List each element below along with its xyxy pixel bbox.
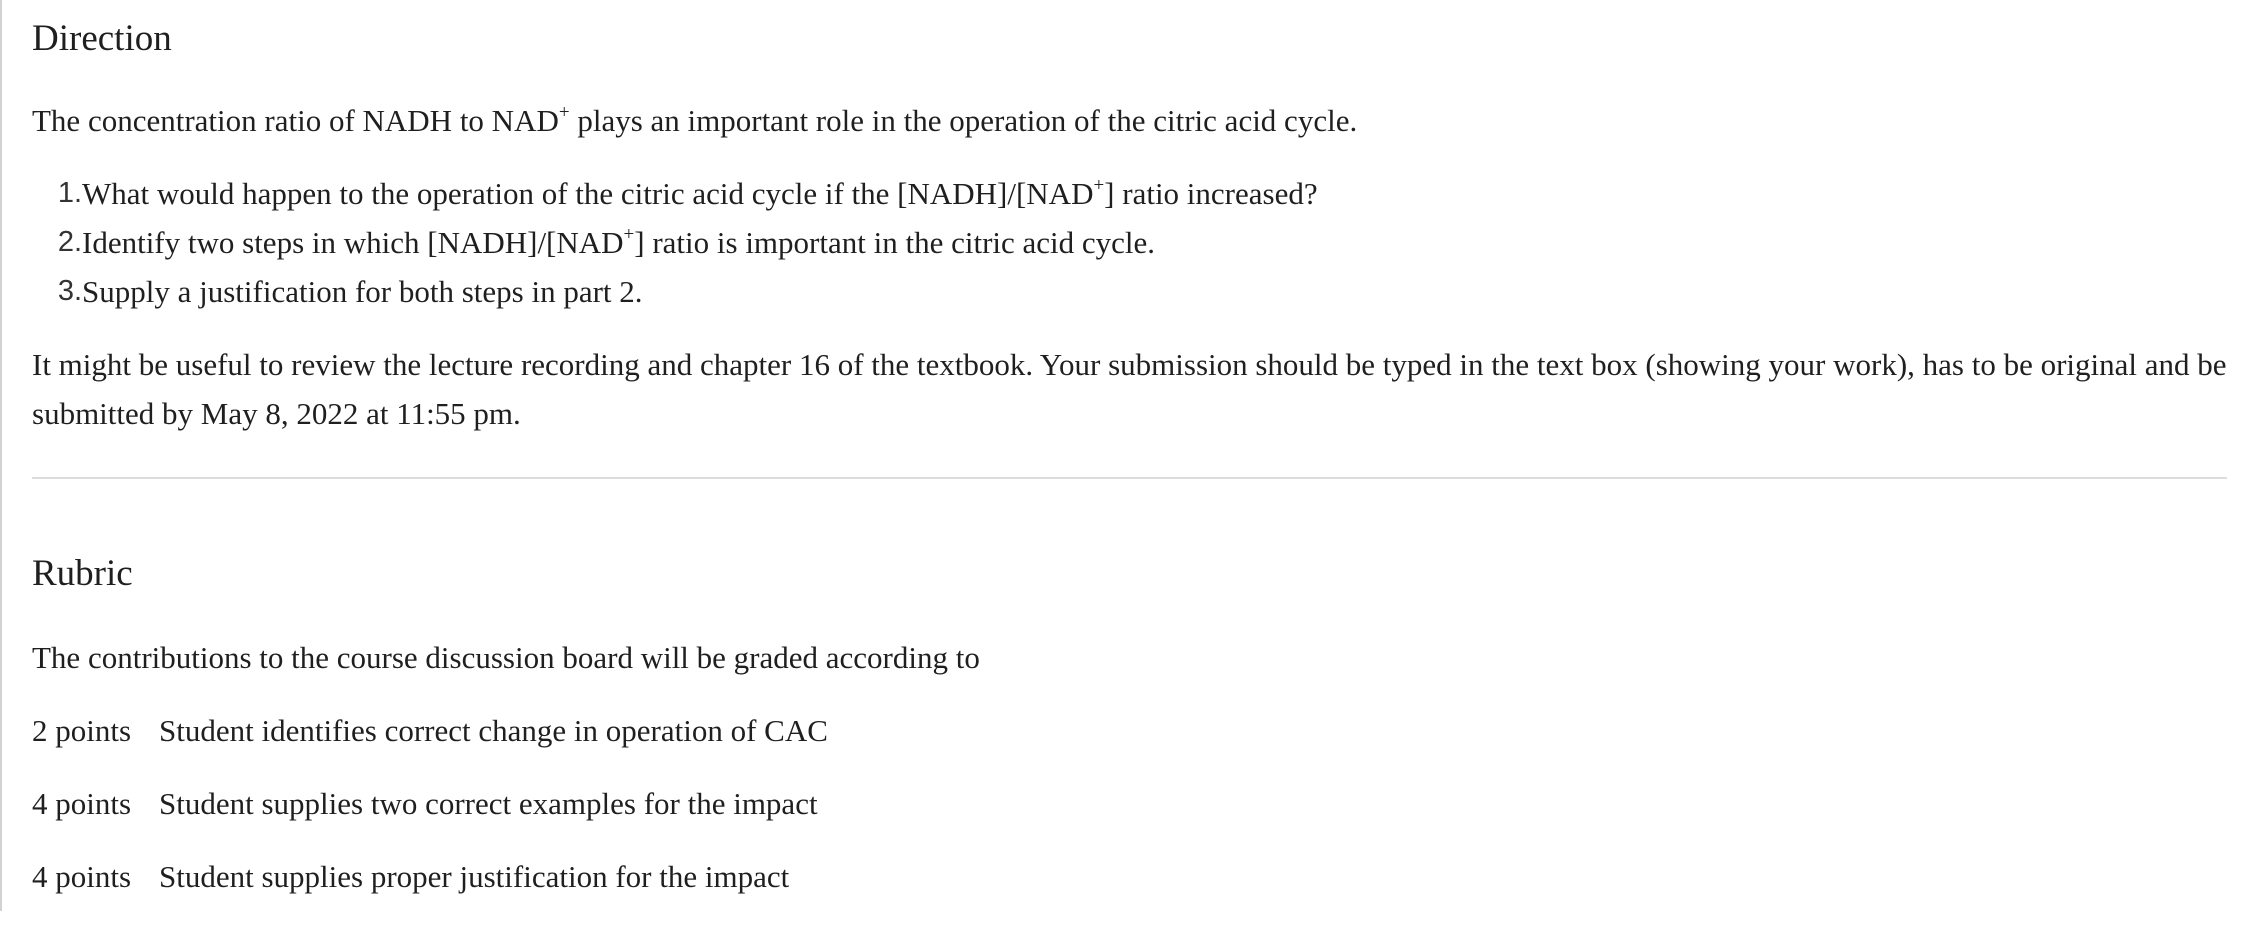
table-row <box>32 706 828 779</box>
section-divider <box>32 477 2227 479</box>
rubric-points: 4 points <box>32 859 132 894</box>
list-item <box>32 169 1318 218</box>
question-text <box>82 169 1318 218</box>
rubric-criterion: Student supplies proper justification for the impact <box>159 859 790 894</box>
table-row <box>32 779 828 852</box>
question-superscript: + <box>1093 174 1105 196</box>
question-text-before: What would happen to the operation of the citric acid cycle if the [NADH]/[NAD <box>82 176 1094 211</box>
question-number: 2. <box>57 226 82 258</box>
table-row <box>32 852 828 925</box>
question-text-after: ] ratio increased? <box>1104 176 1318 211</box>
intro-text-before: The concentration ratio of NADH to NAD <box>32 103 559 138</box>
question-list <box>32 169 1318 316</box>
rubric-intro: The contributions to the course discussion board will be graded according to <box>32 640 980 675</box>
question-number: 3. <box>57 275 82 307</box>
question-text <box>82 218 1155 267</box>
rubric-points: 4 points <box>32 786 132 821</box>
direction-closing: It might be useful to review the lecture recording and chapter 16 of the textbook. Your submission should be typed in the text box (showing your work), has to be original and be submitted by May 8, 2022 at 11:55 pm. <box>32 347 2227 431</box>
list-item <box>32 267 1318 316</box>
rubric-heading: Rubric <box>32 553 133 594</box>
list-item <box>32 218 1318 267</box>
question-text-before: Identify two steps in which [NADH]/[NAD <box>82 225 624 260</box>
direction-heading: Direction <box>32 18 172 59</box>
question-text <box>82 267 643 316</box>
rubric-criterion: Student supplies two correct examples for the impact <box>159 786 818 821</box>
left-border <box>0 0 2 911</box>
question-text-before: Supply a justification for both steps in part 2. <box>82 274 643 309</box>
intro-text-after: plays an important role in the operation of the citric acid cycle. <box>569 103 1358 138</box>
rubric-points: 2 points <box>32 713 132 748</box>
rubric-table <box>32 706 828 925</box>
question-number: 1. <box>57 177 82 209</box>
direction-intro <box>32 96 1357 145</box>
question-superscript: + <box>623 223 635 245</box>
question-text-after: ] ratio is important in the citric acid cycle. <box>634 225 1156 260</box>
intro-superscript: + <box>558 101 570 123</box>
rubric-criterion: Student identifies correct change in operation of CAC <box>159 713 828 748</box>
